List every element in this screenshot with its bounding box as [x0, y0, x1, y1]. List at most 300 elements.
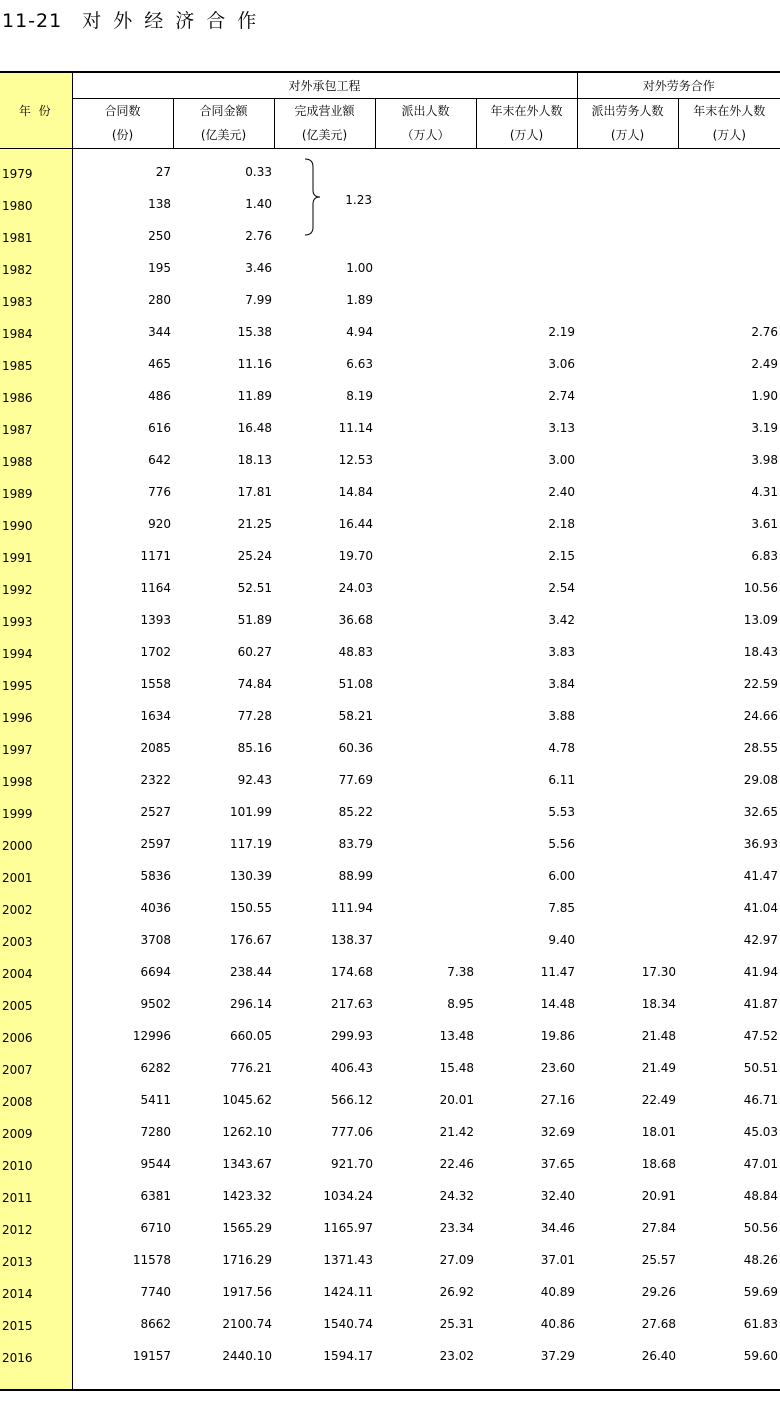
value-cell: 16.44 — [338, 517, 373, 531]
year-cell: 1997 — [0, 732, 72, 764]
value-cell: 3.42 — [548, 613, 576, 627]
value-cell — [577, 156, 678, 188]
value-cell: 14.84 — [338, 485, 373, 499]
value-cell: 22.46 — [439, 1157, 474, 1171]
table-row — [0, 284, 780, 316]
value-cell — [476, 252, 577, 284]
value-cell — [577, 348, 678, 380]
value-cell — [375, 220, 476, 252]
value-cell — [375, 892, 476, 924]
year-cell: 2002 — [0, 892, 72, 924]
year-cell: 1985 — [0, 348, 72, 380]
value-cell — [577, 764, 678, 796]
value-cell: 37.65 — [540, 1157, 576, 1171]
value-cell: 7.99 — [245, 293, 272, 307]
value-cell: 34.46 — [540, 1221, 576, 1235]
spacer-cell — [173, 148, 274, 156]
table-header — [0, 72, 780, 148]
value-cell — [577, 604, 678, 636]
value-cell: 12.53 — [338, 453, 373, 467]
value-cell — [375, 444, 476, 476]
value-cell — [577, 444, 678, 476]
year-cell: 1981 — [0, 220, 72, 252]
value-cell: 17.81 — [237, 485, 272, 499]
value-cell: 29.26 — [641, 1285, 677, 1299]
value-cell: 9.40 — [548, 933, 576, 947]
value-cell: 2.74 — [548, 389, 576, 403]
group-header-contract: 对外承包工程 — [72, 72, 577, 98]
table-row — [0, 1180, 780, 1212]
value-cell — [577, 796, 678, 828]
value-cell: 11.47 — [540, 965, 576, 979]
col-header-label: 年末在外人数 — [476, 98, 577, 122]
value-cell — [577, 476, 678, 508]
value-cell: 2.15 — [548, 549, 576, 563]
col-header-label: 合同数 — [72, 98, 173, 122]
value-cell: 15.48 — [439, 1061, 474, 1075]
year-cell: 1983 — [0, 284, 72, 316]
value-cell: 280 — [148, 293, 171, 307]
value-cell — [577, 572, 678, 604]
table-row — [0, 380, 780, 412]
table-row — [0, 572, 780, 604]
value-cell: 15.38 — [237, 325, 272, 339]
value-cell: 2.19 — [548, 325, 576, 339]
value-cell: 46.71 — [743, 1093, 779, 1107]
value-cell: 2597 — [140, 837, 171, 851]
value-cell: 23.02 — [439, 1349, 474, 1363]
value-cell: 19.70 — [338, 549, 373, 563]
value-cell — [476, 220, 577, 252]
value-cell: 37.29 — [540, 1349, 576, 1363]
value-cell — [577, 892, 678, 924]
spacer-cell — [577, 148, 678, 156]
year-cell: 1984 — [0, 316, 72, 348]
table-number: 11-21 — [2, 10, 63, 32]
value-cell: 14.48 — [540, 997, 576, 1011]
value-cell: 3.06 — [548, 357, 576, 371]
value-cell: 1034.24 — [323, 1189, 373, 1203]
value-cell: 6.00 — [548, 869, 576, 883]
value-cell: 176.67 — [230, 933, 272, 947]
value-cell: 12996 — [132, 1029, 171, 1043]
end-cell — [678, 1372, 780, 1390]
table-row — [0, 476, 780, 508]
value-cell: 40.89 — [540, 1285, 576, 1299]
table-row — [0, 1212, 780, 1244]
value-cell: 6.63 — [346, 357, 373, 371]
table-row — [0, 316, 780, 348]
value-cell: 7.85 — [548, 901, 576, 915]
value-cell: 1702 — [140, 645, 171, 659]
col-header-label: 年末在外人数 — [678, 98, 780, 122]
value-cell — [375, 156, 476, 188]
table-row — [0, 1148, 780, 1180]
value-cell: 41.47 — [743, 869, 779, 883]
value-cell — [577, 188, 678, 220]
value-cell: 150.55 — [230, 901, 272, 915]
year-cell: 2006 — [0, 1020, 72, 1052]
value-cell: 32.40 — [540, 1189, 576, 1203]
value-cell: 58.21 — [338, 709, 373, 723]
value-cell: 26.92 — [439, 1285, 474, 1299]
value-cell: 6.83 — [751, 549, 779, 563]
value-cell — [577, 924, 678, 956]
value-cell: 18.68 — [641, 1157, 677, 1171]
value-cell: 85.16 — [237, 741, 272, 755]
table-row — [0, 252, 780, 284]
end-cell — [72, 1372, 173, 1390]
value-cell: 27.09 — [439, 1253, 474, 1267]
year-cell: 2007 — [0, 1052, 72, 1084]
value-cell — [375, 604, 476, 636]
value-cell: 24.66 — [743, 709, 779, 723]
value-cell: 6.11 — [548, 773, 576, 787]
external-cooperation-table — [0, 71, 780, 1391]
year-cell: 1998 — [0, 764, 72, 796]
col-header-unit: (份) — [72, 122, 173, 148]
value-cell: 642 — [148, 453, 171, 467]
year-cell: 1992 — [0, 572, 72, 604]
value-cell: 8662 — [140, 1317, 171, 1331]
value-cell: 50.51 — [743, 1061, 779, 1075]
value-cell: 37.01 — [540, 1253, 576, 1267]
value-cell: 85.22 — [338, 805, 373, 819]
value-cell: 1634 — [140, 709, 171, 723]
value-cell: 20.01 — [439, 1093, 474, 1107]
value-cell: 6381 — [140, 1189, 171, 1203]
value-cell — [577, 508, 678, 540]
value-cell: 8.19 — [346, 389, 373, 403]
value-cell: 111.94 — [331, 901, 373, 915]
value-cell: 13.09 — [743, 613, 779, 627]
value-cell — [375, 540, 476, 572]
value-cell: 52.51 — [237, 581, 272, 595]
table-row — [0, 956, 780, 988]
table-row — [0, 668, 780, 700]
value-cell: 25.24 — [237, 549, 272, 563]
year-cell: 2013 — [0, 1244, 72, 1276]
page-title — [2, 6, 268, 33]
table-row — [0, 1276, 780, 1308]
value-cell: 32.65 — [743, 805, 779, 819]
table-row — [0, 892, 780, 924]
value-cell: 60.27 — [237, 645, 272, 659]
value-cell: 1558 — [140, 677, 171, 691]
value-cell: 11.14 — [338, 421, 373, 435]
year-cell: 1989 — [0, 476, 72, 508]
year-cell: 2014 — [0, 1276, 72, 1308]
value-cell: 47.01 — [743, 1157, 779, 1171]
spacer-cell — [72, 148, 173, 156]
value-cell — [678, 252, 780, 284]
value-cell: 21.49 — [641, 1061, 677, 1075]
col-header-unit: (亿美元) — [173, 122, 274, 148]
value-cell — [577, 828, 678, 860]
value-cell: 465 — [148, 357, 171, 371]
year-cell: 1979 — [0, 156, 72, 188]
value-cell: 24.03 — [338, 581, 373, 595]
value-cell: 11.89 — [237, 389, 272, 403]
value-cell: 2322 — [140, 773, 171, 787]
value-cell: 1424.11 — [323, 1285, 373, 1299]
value-cell: 42.97 — [743, 933, 779, 947]
col-header-label: 合同金额 — [173, 98, 274, 122]
table-row — [0, 444, 780, 476]
value-cell: 21.42 — [439, 1125, 474, 1139]
value-cell: 4.78 — [548, 741, 576, 755]
value-cell: 344 — [148, 325, 171, 339]
group-header-labor: 对外劳务合作 — [577, 72, 780, 98]
year-cell: 2005 — [0, 988, 72, 1020]
value-cell: 4.31 — [751, 485, 779, 499]
value-cell: 3.98 — [751, 453, 779, 467]
value-cell: 74.84 — [237, 677, 272, 691]
year-cell: 1994 — [0, 636, 72, 668]
value-cell: 2.49 — [751, 357, 779, 371]
value-cell: 7280 — [140, 1125, 171, 1139]
value-cell: 2.18 — [548, 517, 576, 531]
value-cell: 77.28 — [237, 709, 272, 723]
table-row — [0, 700, 780, 732]
value-cell — [375, 732, 476, 764]
value-cell: 8.95 — [447, 997, 474, 1011]
value-cell: 660.05 — [230, 1029, 272, 1043]
value-cell: 2085 — [140, 741, 171, 755]
value-cell: 60.36 — [338, 741, 373, 755]
value-cell: 299.93 — [331, 1029, 373, 1043]
table-end-row — [0, 1372, 780, 1390]
value-cell: 3.13 — [548, 421, 576, 435]
value-cell: 174.68 — [331, 965, 373, 979]
value-cell: 61.83 — [743, 1317, 779, 1331]
value-cell — [375, 476, 476, 508]
value-cell: 50.56 — [743, 1221, 779, 1235]
value-cell: 11.16 — [237, 357, 272, 371]
value-cell: 41.04 — [743, 901, 779, 915]
value-cell: 486 — [148, 389, 171, 403]
value-cell: 3.46 — [245, 261, 272, 275]
value-cell: 566.12 — [331, 1093, 373, 1107]
value-cell: 6694 — [140, 965, 171, 979]
spacer-row — [0, 148, 780, 156]
value-cell: 18.34 — [641, 997, 677, 1011]
value-cell: 27 — [155, 165, 171, 179]
table-row — [0, 412, 780, 444]
value-cell — [577, 636, 678, 668]
value-cell — [375, 636, 476, 668]
value-cell: 1565.29 — [222, 1221, 272, 1235]
value-cell — [678, 156, 780, 188]
value-cell: 101.99 — [230, 805, 272, 819]
value-cell: 28.55 — [743, 741, 779, 755]
value-cell: 1.40 — [245, 197, 272, 211]
value-cell — [375, 188, 476, 220]
value-cell: 41.94 — [743, 965, 779, 979]
year-cell: 2003 — [0, 924, 72, 956]
value-cell — [375, 348, 476, 380]
value-cell: 27.84 — [641, 1221, 677, 1235]
value-cell — [476, 284, 577, 316]
value-cell: 77.69 — [338, 773, 373, 787]
value-cell: 16.48 — [237, 421, 272, 435]
spacer-cell — [274, 148, 375, 156]
value-cell: 27.68 — [641, 1317, 677, 1331]
value-cell: 92.43 — [237, 773, 272, 787]
end-cell — [173, 1372, 274, 1390]
value-cell: 23.34 — [439, 1221, 474, 1235]
value-cell: 1423.32 — [222, 1189, 272, 1203]
value-cell: 920 — [148, 517, 171, 531]
year-cell: 2010 — [0, 1148, 72, 1180]
value-cell: 1716.29 — [222, 1253, 272, 1267]
value-cell: 51.89 — [237, 613, 272, 627]
value-cell: 22.49 — [641, 1093, 677, 1107]
year-cell: 2009 — [0, 1116, 72, 1148]
end-cell — [274, 1372, 375, 1390]
table-row — [0, 604, 780, 636]
value-cell: 45.03 — [743, 1125, 779, 1139]
end-cell — [476, 1372, 577, 1390]
value-cell: 1165.97 — [323, 1221, 373, 1235]
col-header-unit: (万人) — [476, 122, 577, 148]
value-cell: 19.86 — [540, 1029, 576, 1043]
value-cell: 17.30 — [641, 965, 677, 979]
value-cell — [274, 220, 375, 252]
table-row — [0, 1052, 780, 1084]
value-cell: 250 — [148, 229, 171, 243]
year-cell: 2008 — [0, 1084, 72, 1116]
spacer-cell — [0, 148, 72, 156]
value-cell: 3708 — [140, 933, 171, 947]
table-row — [0, 1084, 780, 1116]
value-cell: 1164 — [140, 581, 171, 595]
value-cell: 1171 — [140, 549, 171, 563]
table-row — [0, 796, 780, 828]
value-cell: 776.21 — [230, 1061, 272, 1075]
merged-revenue-value: 1.23 — [345, 193, 372, 207]
year-cell: 1990 — [0, 508, 72, 540]
table-row — [0, 1340, 780, 1372]
value-cell: 2.76 — [751, 325, 779, 339]
table-row — [0, 764, 780, 796]
table-body — [0, 148, 780, 1390]
value-cell: 9544 — [140, 1157, 171, 1171]
value-cell: 23.60 — [540, 1061, 576, 1075]
year-cell: 1993 — [0, 604, 72, 636]
year-header: 年 份 — [0, 72, 72, 148]
table-row — [0, 1020, 780, 1052]
value-cell: 217.63 — [331, 997, 373, 1011]
value-cell: 88.99 — [338, 869, 373, 883]
table-row — [0, 348, 780, 380]
year-cell: 1988 — [0, 444, 72, 476]
col-header-unit: (亿美元) — [274, 122, 375, 148]
value-cell: 9502 — [140, 997, 171, 1011]
table-row — [0, 1308, 780, 1340]
table-row — [0, 156, 780, 188]
value-cell — [375, 764, 476, 796]
value-cell: 41.87 — [743, 997, 779, 1011]
value-cell: 2100.74 — [222, 1317, 272, 1331]
value-cell: 3.84 — [548, 677, 576, 691]
value-cell: 36.68 — [338, 613, 373, 627]
brace-bracket-icon — [302, 157, 324, 237]
value-cell: 29.08 — [743, 773, 779, 787]
value-cell: 138 — [148, 197, 171, 211]
value-cell — [678, 188, 780, 220]
value-cell — [375, 412, 476, 444]
value-cell: 18.43 — [743, 645, 779, 659]
value-cell — [375, 796, 476, 828]
value-cell: 1393 — [140, 613, 171, 627]
year-cell: 2001 — [0, 860, 72, 892]
value-cell — [577, 700, 678, 732]
value-cell — [678, 220, 780, 252]
value-cell — [375, 284, 476, 316]
table-name: 对外经济合作 — [82, 10, 269, 32]
year-cell: 1982 — [0, 252, 72, 284]
value-cell — [678, 284, 780, 316]
year-cell: 2004 — [0, 956, 72, 988]
value-cell: 0.33 — [245, 165, 272, 179]
value-cell: 20.91 — [641, 1189, 677, 1203]
table-row — [0, 924, 780, 956]
year-cell: 1999 — [0, 796, 72, 828]
value-cell — [375, 924, 476, 956]
year-cell: 2000 — [0, 828, 72, 860]
value-cell: 2440.10 — [222, 1349, 272, 1363]
value-cell: 777.06 — [331, 1125, 373, 1139]
value-cell — [274, 156, 375, 188]
end-cell — [375, 1372, 476, 1390]
value-cell: 27.16 — [540, 1093, 576, 1107]
value-cell: 26.40 — [641, 1349, 677, 1363]
value-cell — [577, 220, 678, 252]
value-cell: 4.94 — [346, 325, 373, 339]
value-cell: 13.48 — [439, 1029, 474, 1043]
value-cell: 24.32 — [439, 1189, 474, 1203]
spacer-cell — [678, 148, 780, 156]
year-cell: 1980 — [0, 188, 72, 220]
value-cell: 1594.17 — [323, 1349, 373, 1363]
value-cell: 2.40 — [548, 485, 576, 499]
value-cell: 18.01 — [641, 1125, 677, 1139]
col-header-unit: (万人) — [577, 122, 678, 148]
value-cell — [577, 252, 678, 284]
year-cell: 1986 — [0, 380, 72, 412]
value-cell: 3.61 — [751, 517, 779, 531]
value-cell: 5.56 — [548, 837, 576, 851]
value-cell: 5836 — [140, 869, 171, 883]
table-row — [0, 828, 780, 860]
value-cell: 59.60 — [743, 1349, 779, 1363]
col-header-label: 派出人数 — [375, 98, 476, 122]
value-cell — [577, 316, 678, 348]
col-header-label: 派出劳务人数 — [577, 98, 678, 122]
spacer-cell — [375, 148, 476, 156]
value-cell — [577, 284, 678, 316]
year-cell: 1996 — [0, 700, 72, 732]
value-cell: 130.39 — [230, 869, 272, 883]
value-cell: 10.56 — [743, 581, 779, 595]
value-cell: 1262.10 — [222, 1125, 272, 1139]
table-row — [0, 1244, 780, 1276]
value-cell: 616 — [148, 421, 171, 435]
value-cell — [577, 412, 678, 444]
value-cell: 117.19 — [230, 837, 272, 851]
value-cell: 776 — [148, 485, 171, 499]
